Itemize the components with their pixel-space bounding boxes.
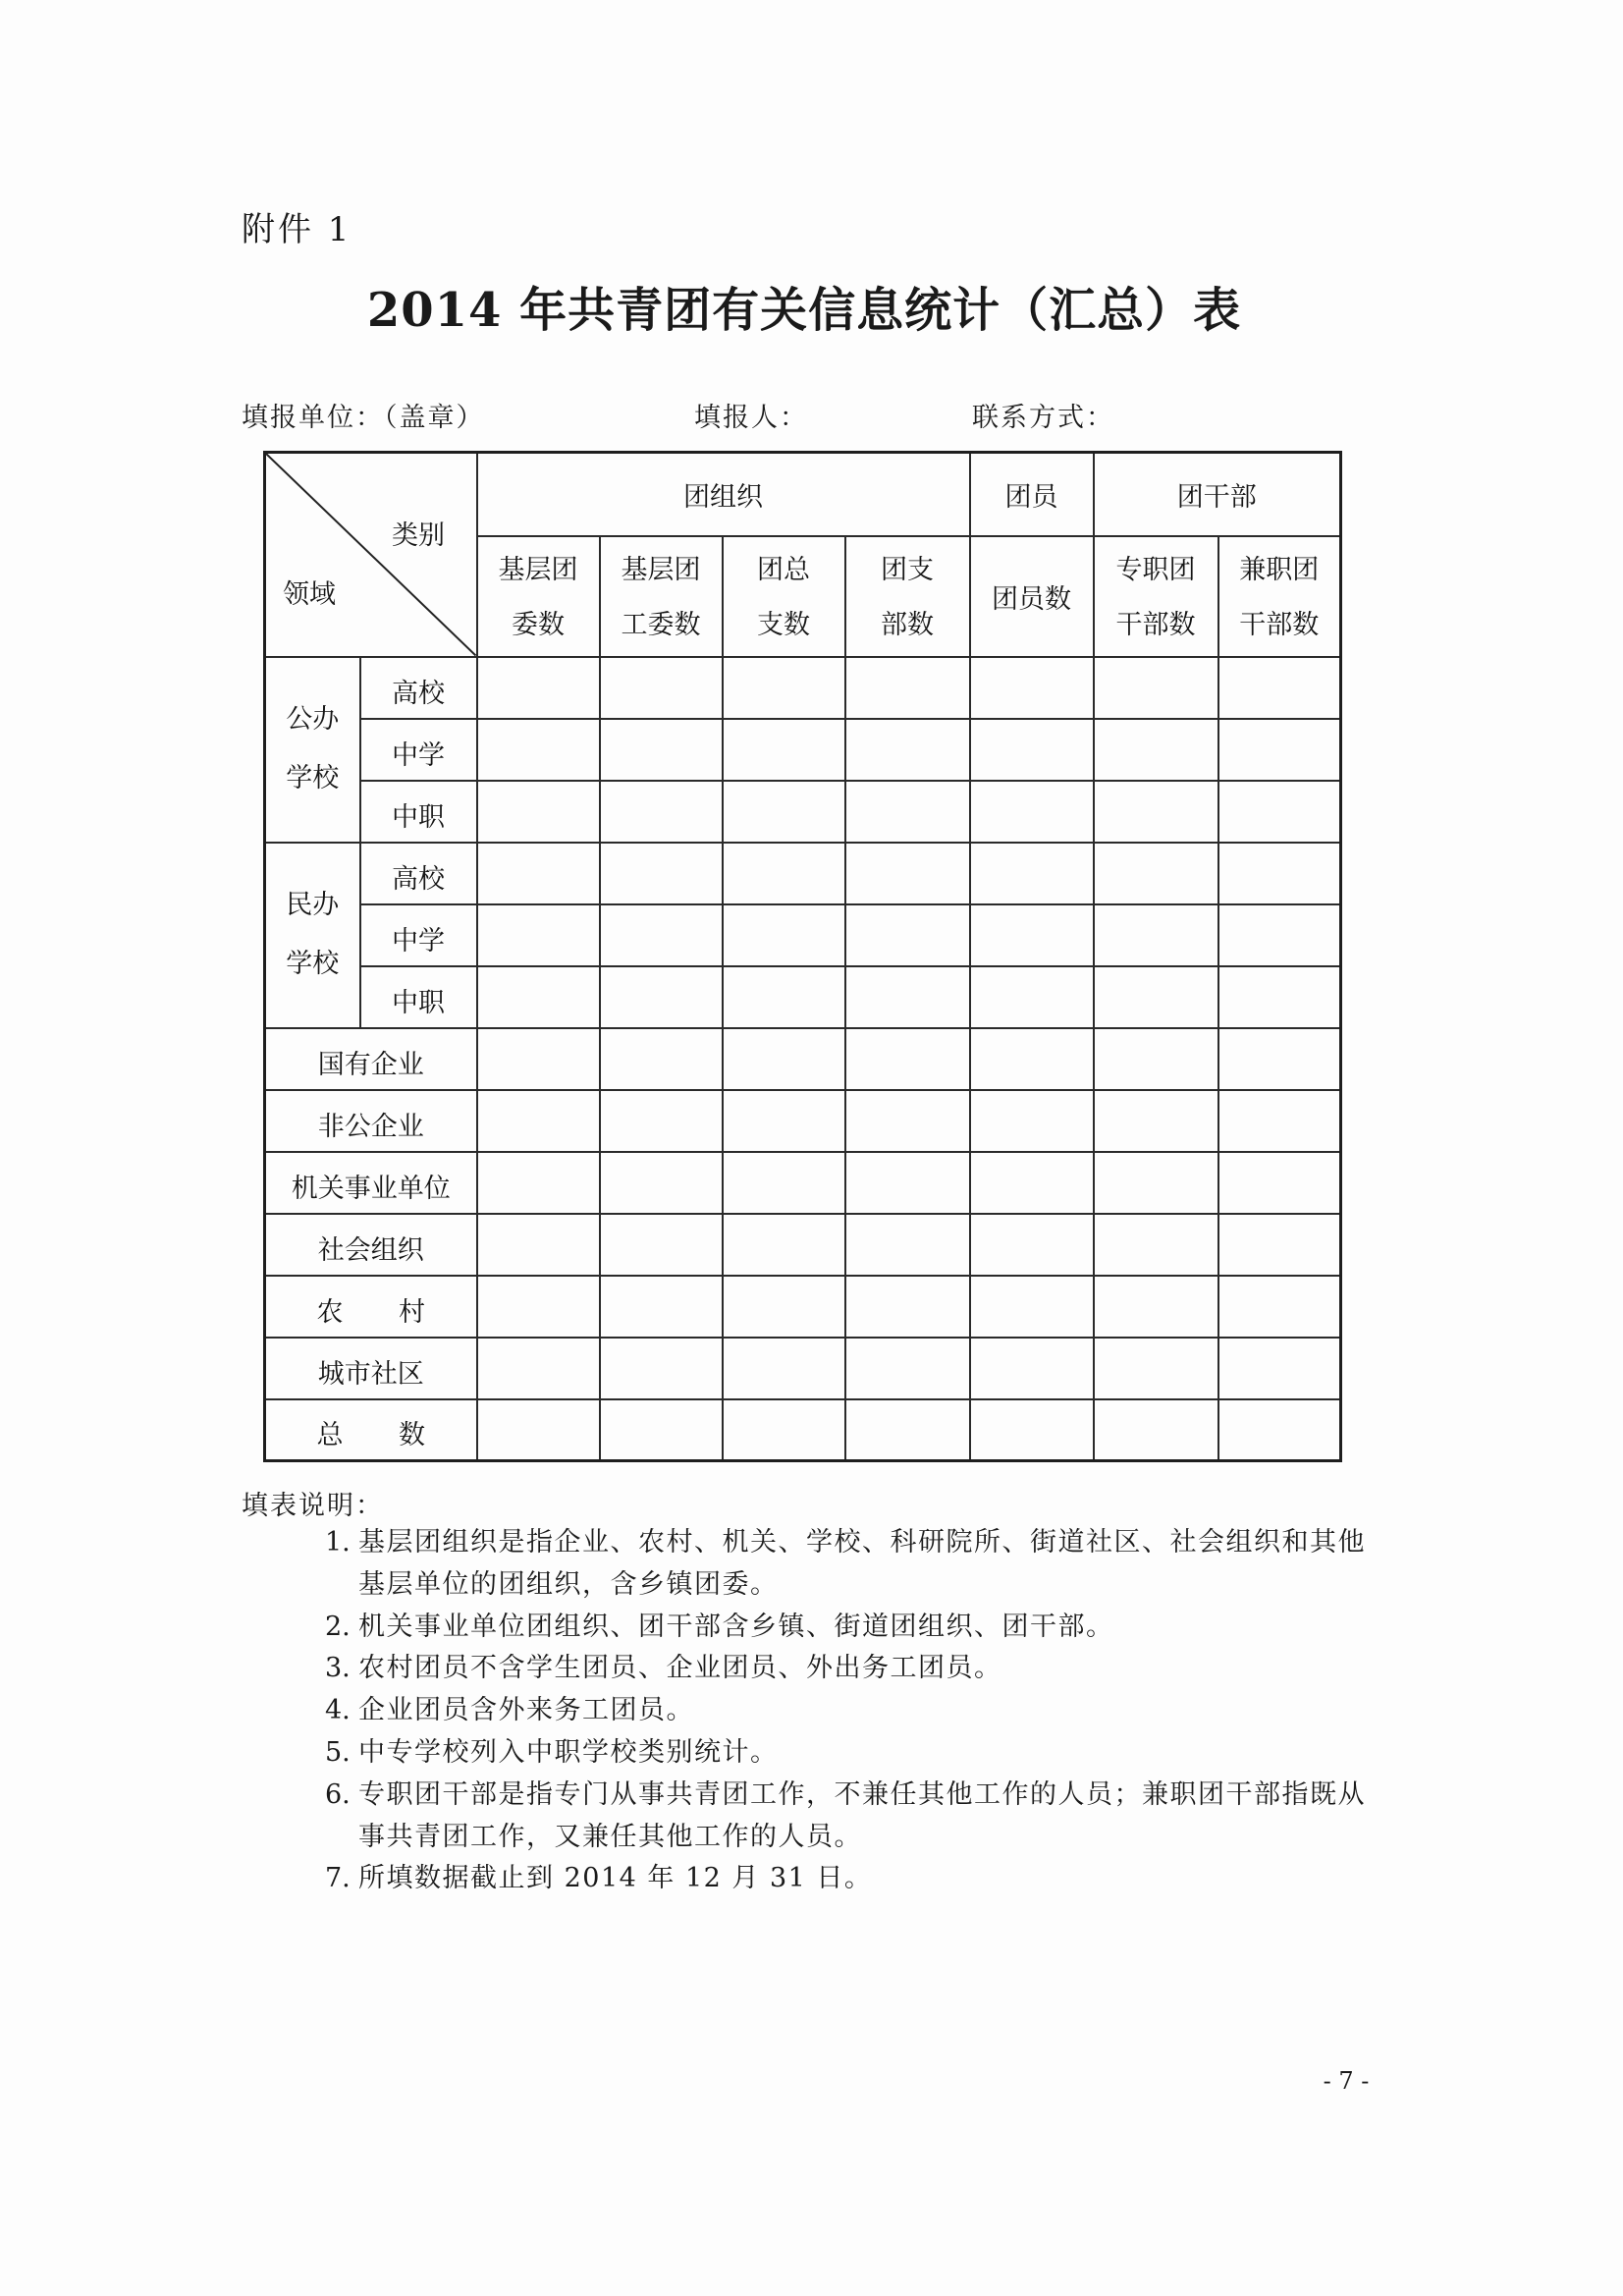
table-row — [265, 1028, 1341, 1090]
data-cell — [845, 781, 970, 843]
data-cell — [723, 1338, 845, 1399]
column-header-line: 干部数 — [1115, 610, 1196, 640]
data-cell — [970, 1152, 1094, 1214]
data-cell — [600, 843, 723, 904]
data-cell — [845, 1214, 970, 1276]
note-number: 4. — [325, 1695, 351, 1726]
data-cell — [600, 1028, 723, 1090]
data-cell — [845, 904, 970, 966]
data-cell — [970, 657, 1094, 719]
data-cell — [1094, 1276, 1218, 1338]
row-label: 城市社区 — [265, 1338, 477, 1399]
column-header-line: 兼职团 — [1239, 555, 1320, 585]
data-cell — [1218, 904, 1341, 966]
column-header-line: 专职团 — [1115, 555, 1196, 585]
data-cell — [1094, 719, 1218, 781]
row-label: 社会组织 — [265, 1214, 477, 1276]
data-cell — [1094, 657, 1218, 719]
data-cell — [723, 1276, 845, 1338]
data-cell — [1218, 781, 1341, 843]
data-cell — [1218, 719, 1341, 781]
data-cell — [845, 843, 970, 904]
column-header-full-time-cadres — [1094, 536, 1218, 657]
table-body — [265, 657, 1341, 1461]
table-row — [265, 1276, 1341, 1338]
data-cell — [477, 1276, 600, 1338]
data-cell — [477, 657, 600, 719]
data-cell — [970, 966, 1094, 1028]
note-item — [325, 1732, 1366, 1775]
row-sub-label: 中职 — [360, 966, 477, 1028]
data-cell — [477, 719, 600, 781]
reporter-label: 填报人： — [694, 403, 808, 433]
data-cell — [1218, 657, 1341, 719]
table-row — [265, 1152, 1341, 1214]
column-header-line: 基层团 — [621, 555, 701, 585]
row-sub-label: 高校 — [360, 657, 477, 719]
data-cell — [1094, 966, 1218, 1028]
row-group-label — [265, 843, 360, 1028]
data-cell — [845, 1338, 970, 1399]
table-row — [265, 966, 1341, 1028]
row-sub-label: 中学 — [360, 719, 477, 781]
column-header-grassroots-working-committees — [600, 536, 723, 657]
column-header-line: 团支 — [881, 555, 934, 585]
note-item — [325, 1607, 1366, 1649]
note-number: 5. — [325, 1736, 351, 1768]
data-cell — [600, 719, 723, 781]
data-cell — [845, 719, 970, 781]
contact-label: 联系方式： — [972, 403, 1114, 433]
category-label: 类别 — [392, 520, 445, 551]
data-cell — [723, 904, 845, 966]
table-row — [265, 1214, 1341, 1276]
data-cell — [970, 781, 1094, 843]
data-cell — [600, 1090, 723, 1152]
data-cell — [1094, 781, 1218, 843]
data-cell — [1094, 1028, 1218, 1090]
row-sub-label: 高校 — [360, 843, 477, 904]
data-cell — [845, 966, 970, 1028]
group-header-league-organization: 团组织 — [477, 453, 970, 536]
column-header-line: 委数 — [512, 610, 565, 640]
note-item — [325, 1648, 1366, 1690]
note-item-continuation — [325, 1817, 1366, 1859]
data-cell — [1218, 966, 1341, 1028]
note-item — [325, 1858, 1366, 1900]
column-header-line: 基层团 — [498, 555, 578, 585]
data-cell — [845, 1276, 970, 1338]
attachment-label: 附件 1 — [242, 210, 352, 249]
row-sub-label: 中学 — [360, 904, 477, 966]
table-row — [265, 657, 1341, 719]
column-header-general-branches — [723, 536, 845, 657]
column-header-member-count — [970, 536, 1094, 657]
data-cell — [845, 1399, 970, 1461]
data-cell — [723, 1399, 845, 1461]
data-cell — [477, 1028, 600, 1090]
data-cell — [970, 1090, 1094, 1152]
data-cell — [845, 1152, 970, 1214]
column-header-part-time-cadres — [1218, 536, 1341, 657]
data-cell — [970, 1214, 1094, 1276]
group-header-league-member: 团员 — [970, 453, 1094, 536]
data-cell — [1094, 1090, 1218, 1152]
data-cell — [970, 1399, 1094, 1461]
data-cell — [600, 1214, 723, 1276]
table-row — [265, 719, 1341, 781]
data-cell — [845, 657, 970, 719]
data-cell — [477, 1090, 600, 1152]
data-cell — [1218, 843, 1341, 904]
table-header-row — [265, 453, 1341, 536]
row-group-label-line: 学校 — [286, 763, 340, 793]
data-cell — [1218, 1090, 1341, 1152]
note-item — [325, 1522, 1366, 1564]
data-cell — [723, 1152, 845, 1214]
data-cell — [477, 781, 600, 843]
data-cell — [477, 966, 600, 1028]
data-cell — [723, 657, 845, 719]
data-cell — [723, 1028, 845, 1090]
data-cell — [723, 1090, 845, 1152]
data-cell — [723, 1214, 845, 1276]
data-cell — [1218, 1214, 1341, 1276]
data-cell — [723, 719, 845, 781]
data-cell — [845, 1090, 970, 1152]
data-cell — [1094, 1152, 1218, 1214]
note-text: 事共青团工作，又兼任其他工作的人员。 — [358, 1821, 862, 1852]
data-cell — [723, 966, 845, 1028]
data-cell — [600, 781, 723, 843]
column-header-line: 干部数 — [1239, 610, 1320, 640]
data-cell — [1218, 1338, 1341, 1399]
row-label: 非公企业 — [265, 1090, 477, 1152]
data-cell — [477, 1214, 600, 1276]
row-group-label — [265, 657, 360, 843]
data-cell — [970, 1276, 1094, 1338]
data-cell — [477, 1338, 600, 1399]
column-header-line: 支数 — [757, 610, 810, 640]
row-label: 国有企业 — [265, 1028, 477, 1090]
note-text: 基层单位的团组织，含乡镇团委。 — [358, 1568, 779, 1600]
note-item-continuation — [325, 1564, 1366, 1607]
note-text: 专职团干部是指专门从事共青团工作，不兼任其他工作的人员；兼职团干部指既从 — [358, 1778, 1366, 1810]
data-cell — [1218, 1152, 1341, 1214]
data-cell — [600, 966, 723, 1028]
column-header-grassroots-committees — [477, 536, 600, 657]
data-cell — [970, 843, 1094, 904]
row-label: 机关事业单位 — [265, 1152, 477, 1214]
note-item — [325, 1690, 1366, 1732]
page-number: - 7 - — [1323, 2067, 1370, 2095]
row-group-label-line: 民办 — [286, 890, 340, 920]
data-cell — [1094, 1338, 1218, 1399]
data-cell — [1218, 1028, 1341, 1090]
table-row — [265, 904, 1341, 966]
data-cell — [970, 719, 1094, 781]
domain-label: 领域 — [283, 579, 336, 610]
note-text: 企业团员含外来务工团员。 — [358, 1695, 694, 1726]
column-header-line: 团总 — [757, 555, 810, 585]
data-cell — [970, 904, 1094, 966]
notes-heading: 填表说明： — [242, 1491, 384, 1521]
data-cell — [1094, 1214, 1218, 1276]
table-row — [265, 1090, 1341, 1152]
data-cell — [723, 843, 845, 904]
data-cell — [970, 1028, 1094, 1090]
data-cell — [1094, 1399, 1218, 1461]
data-cell — [477, 1152, 600, 1214]
row-group-label-line: 公办 — [286, 704, 340, 735]
column-header-line: 部数 — [881, 610, 934, 640]
note-text: 机关事业单位团组织、团干部含乡镇、街道团组织、团干部。 — [358, 1611, 1114, 1642]
row-sub-label: 中职 — [360, 781, 477, 843]
table-row — [265, 1399, 1341, 1461]
data-cell — [600, 1152, 723, 1214]
row-label: 农 村 — [265, 1276, 477, 1338]
note-number: 3. — [325, 1653, 351, 1684]
note-number: 1. — [325, 1527, 351, 1558]
note-number: 6. — [325, 1778, 351, 1810]
note-number: 2. — [325, 1611, 351, 1642]
data-cell — [600, 1276, 723, 1338]
note-text: 所填数据截止到 2014 年 12 月 31 日。 — [358, 1863, 873, 1894]
note-text: 中专学校列入中职学校类别统计。 — [358, 1736, 779, 1768]
document-title: 2014 年共青团有关信息统计（汇总）表 — [366, 283, 1242, 338]
note-text: 农村团员不含学生团员、企业团员、外出务工团员。 — [358, 1653, 1002, 1684]
table-row — [265, 781, 1341, 843]
data-cell — [723, 781, 845, 843]
data-cell — [600, 1338, 723, 1399]
data-cell — [600, 657, 723, 719]
data-cell — [477, 904, 600, 966]
row-group-label-line: 学校 — [286, 949, 340, 979]
data-cell — [600, 904, 723, 966]
data-cell — [1218, 1399, 1341, 1461]
table-row — [265, 843, 1341, 904]
data-cell — [1094, 904, 1218, 966]
data-cell — [1218, 1276, 1341, 1338]
column-header-line: 团员数 — [992, 583, 1071, 615]
note-item — [325, 1775, 1366, 1817]
table-corner-header — [265, 453, 477, 657]
data-cell — [845, 1028, 970, 1090]
table-row — [265, 1338, 1341, 1399]
group-header-league-cadre: 团干部 — [1094, 453, 1341, 536]
data-cell — [1094, 843, 1218, 904]
data-cell — [477, 1399, 600, 1461]
column-header-branches — [845, 536, 970, 657]
note-text: 基层团组织是指企业、农村、机关、学校、科研院所、街道社区、社会组织和其他 — [358, 1527, 1366, 1558]
reporting-unit-label: 填报单位：（盖章） — [242, 403, 485, 433]
data-cell — [477, 843, 600, 904]
notes-list — [325, 1522, 1366, 1900]
column-header-line: 工委数 — [621, 610, 701, 640]
statistics-table — [263, 451, 1342, 1462]
data-cell — [600, 1399, 723, 1461]
note-number: 7. — [325, 1863, 351, 1894]
row-label: 总 数 — [265, 1399, 477, 1461]
data-cell — [970, 1338, 1094, 1399]
